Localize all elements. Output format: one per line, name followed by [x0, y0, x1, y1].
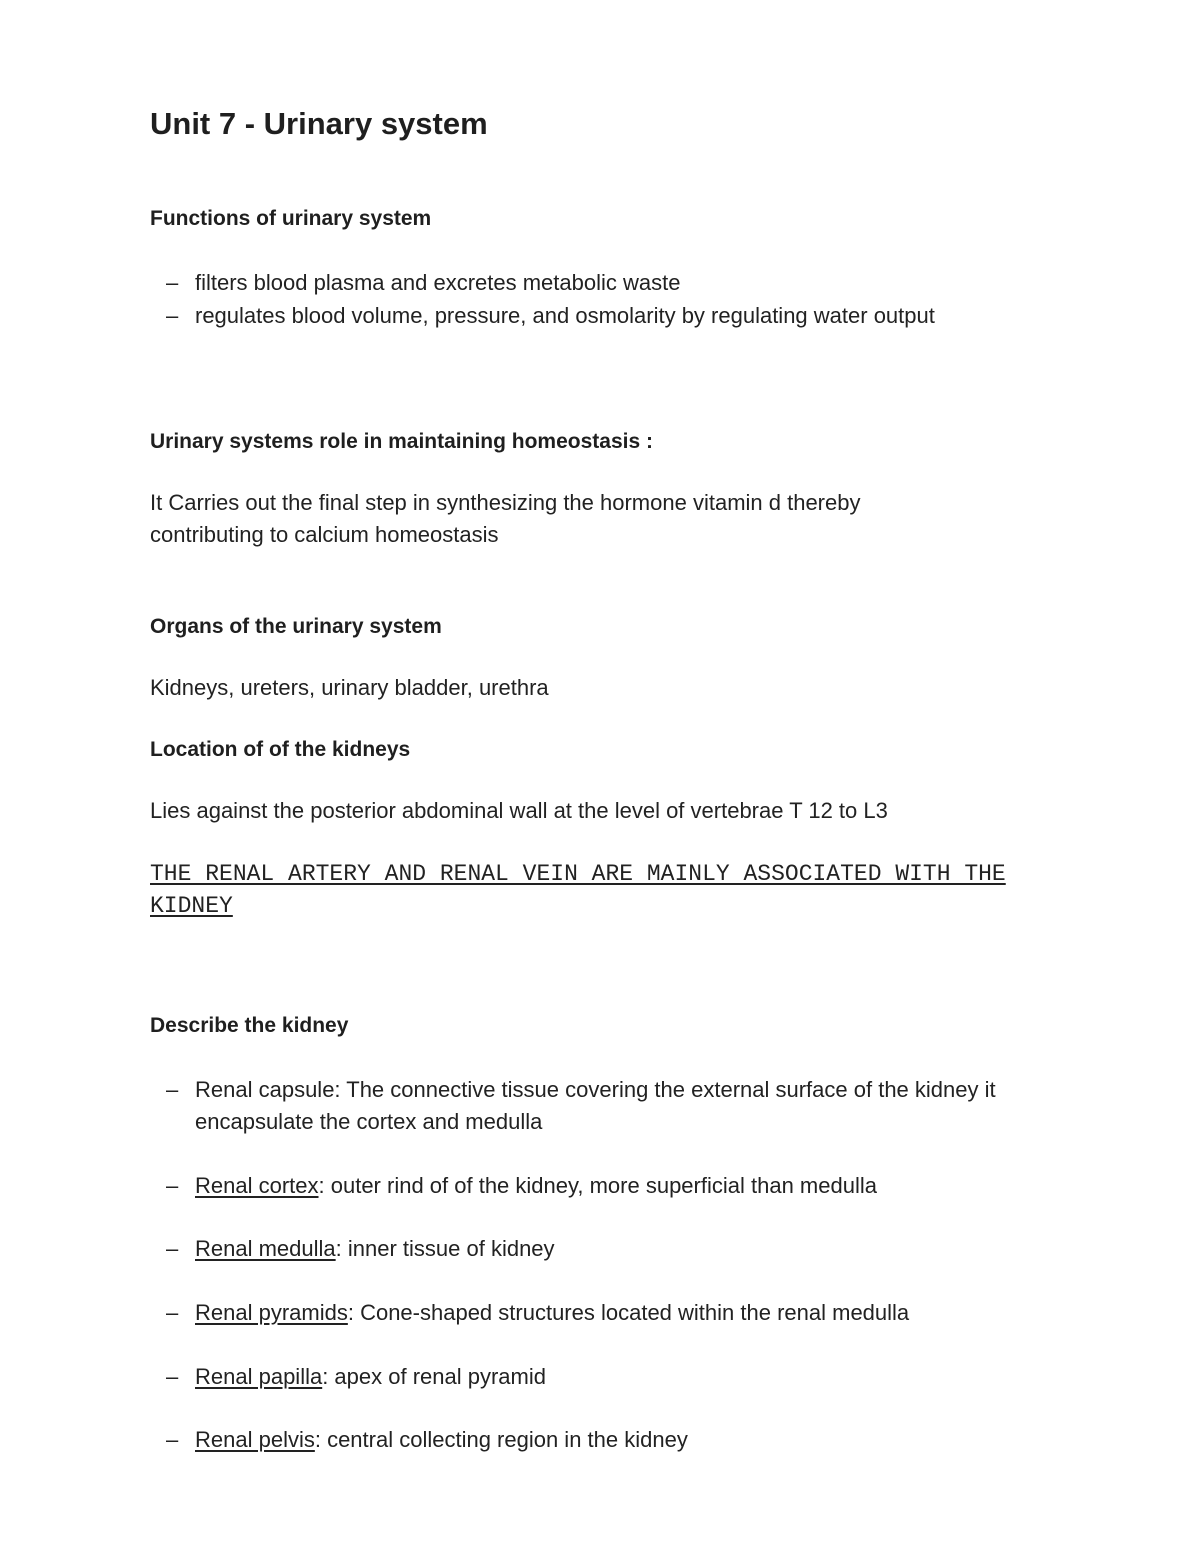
organs-text: Kidneys, ureters, urinary bladder, urethra [150, 675, 549, 700]
kidney-term: Renal papilla [195, 1364, 323, 1389]
dash-bullet: – [166, 1364, 179, 1389]
dash-bullet: – [166, 1236, 179, 1261]
kidney-description: : inner tissue of kidney [335, 1236, 555, 1261]
list-item-text [195, 1074, 1060, 1138]
kidney-term: Renal medulla [195, 1236, 336, 1261]
list-item-text: regulates blood volume, pressure, and osmolarity by regulating water output [195, 303, 935, 328]
list-item-text [195, 1361, 1060, 1393]
kidney-description: : Cone-shaped structures located within the renal medulla [347, 1300, 910, 1325]
kidney-description: Renal capsule: The connective tissue covering the external surface of the kidney it encapsulate the cortex and medulla [195, 1077, 996, 1134]
page-title: Unit 7 - Urinary system [150, 106, 488, 141]
dash-bullet: – [166, 270, 179, 295]
dash-bullet: – [166, 1173, 179, 1198]
homeostasis-heading: Urinary systems role in maintaining homeostasis : [150, 430, 653, 453]
homeostasis-text: It Carries out the final step in synthesizing the hormone vitamin d thereby contributing to calcium homeostasis [150, 490, 861, 547]
kidney-term: Renal pyramids [195, 1300, 348, 1325]
list-item-text [195, 1424, 1060, 1456]
list-item-text [195, 1233, 1060, 1265]
kidney-description: : outer rind of of the kidney, more superficial than medulla [318, 1173, 877, 1198]
dash-bullet: – [166, 1427, 179, 1452]
list-item-text: filters blood plasma and excretes metabolic waste [195, 270, 681, 295]
kidney-term: Renal cortex [195, 1173, 319, 1198]
kidney-description: : central collecting region in the kidney [314, 1427, 688, 1452]
kidney-term: Renal pelvis [195, 1427, 315, 1452]
list-item-text [195, 1297, 1060, 1329]
location-text: Lies against the posterior abdominal wall at the level of vertebrae T 12 to L3 [150, 798, 888, 823]
dash-bullet: – [166, 1300, 179, 1325]
renal-vessels-note: THE RENAL ARTERY AND RENAL VEIN ARE MAINLY ASSOCIATED WITH THE KIDNEY [150, 861, 1006, 919]
location-heading: Location of of the kidneys [150, 738, 411, 761]
dash-bullet: – [166, 303, 179, 328]
dash-bullet: – [166, 1077, 179, 1102]
kidney-heading: Describe the kidney [150, 1014, 349, 1037]
functions-heading: Functions of urinary system [150, 207, 432, 230]
kidney-description: : apex of renal pyramid [322, 1364, 546, 1389]
list-item-text [195, 1170, 1060, 1202]
organs-heading: Organs of the urinary system [150, 615, 442, 638]
